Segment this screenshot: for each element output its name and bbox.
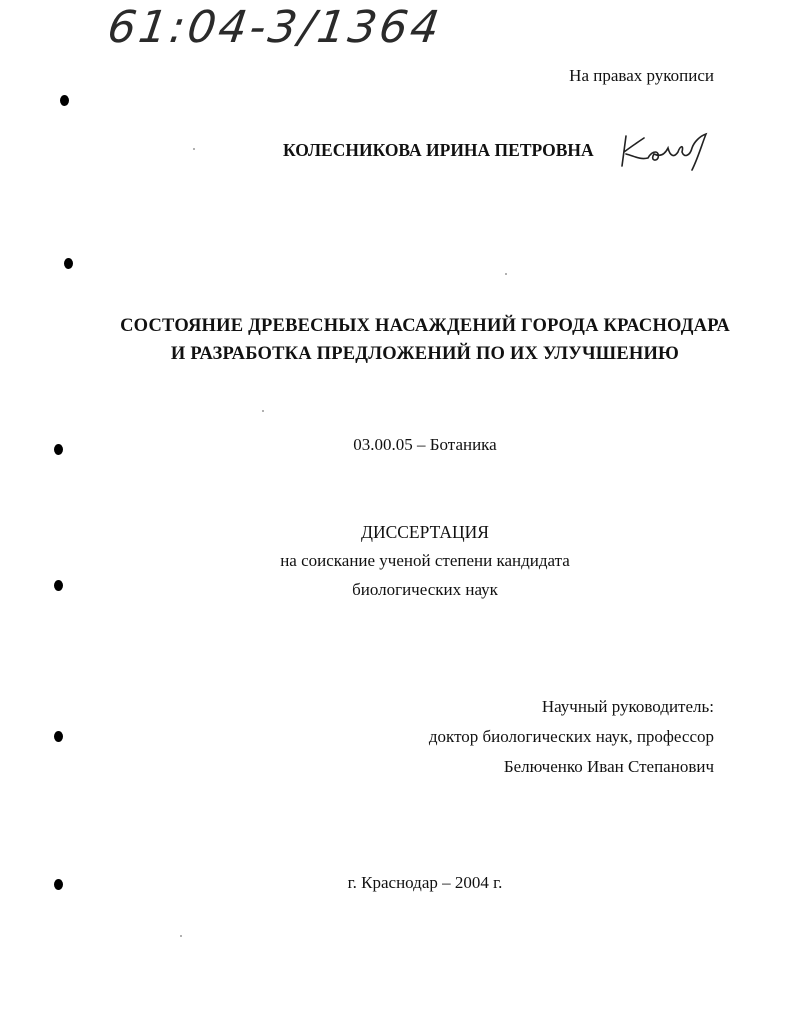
scan-speck [262, 410, 264, 412]
author-name: КОЛЕСНИКОВА ИРИНА ПЕТРОВНА [283, 140, 594, 160]
punch-hole-mark [64, 258, 73, 269]
signature-scribble [618, 128, 718, 173]
degree-line-2: биологических наук [352, 580, 498, 599]
supervisor-heading: Научный руководитель: [541, 697, 714, 716]
dissertation-title-line-2: И РАЗРАБОТКА ПРЕДЛОЖЕНИЙ ПО ИХ УЛУЧШЕНИЮ [170, 344, 680, 364]
place-and-year: г. Краснодар – 2004 г. [347, 873, 503, 892]
punch-hole-mark [54, 731, 63, 742]
supervisor-name: Белюченко Иван Степанович [503, 757, 714, 776]
author-signature [618, 128, 718, 173]
manuscript-rights-note: На правах рукописи [569, 66, 714, 85]
supervisor-title: доктор биологических наук, профессор [428, 727, 714, 746]
scan-speck [193, 148, 195, 150]
dissertation-title-line-1: СОСТОЯНИЕ ДРЕВЕСНЫХ НАСАЖДЕНИЙ ГОРОДА КРАСНОДАРА [120, 316, 730, 336]
punch-hole-mark [60, 95, 69, 106]
specialty-code: 03.00.05 – Ботаника [353, 435, 497, 454]
degree-line-1: на соискание ученой степени кандидата [280, 551, 570, 570]
document-type: ДИССЕРТАЦИЯ [361, 522, 489, 542]
scan-speck [180, 935, 182, 937]
archive-number: 61:04-3/1364 [104, 2, 446, 53]
scan-speck [505, 273, 507, 275]
